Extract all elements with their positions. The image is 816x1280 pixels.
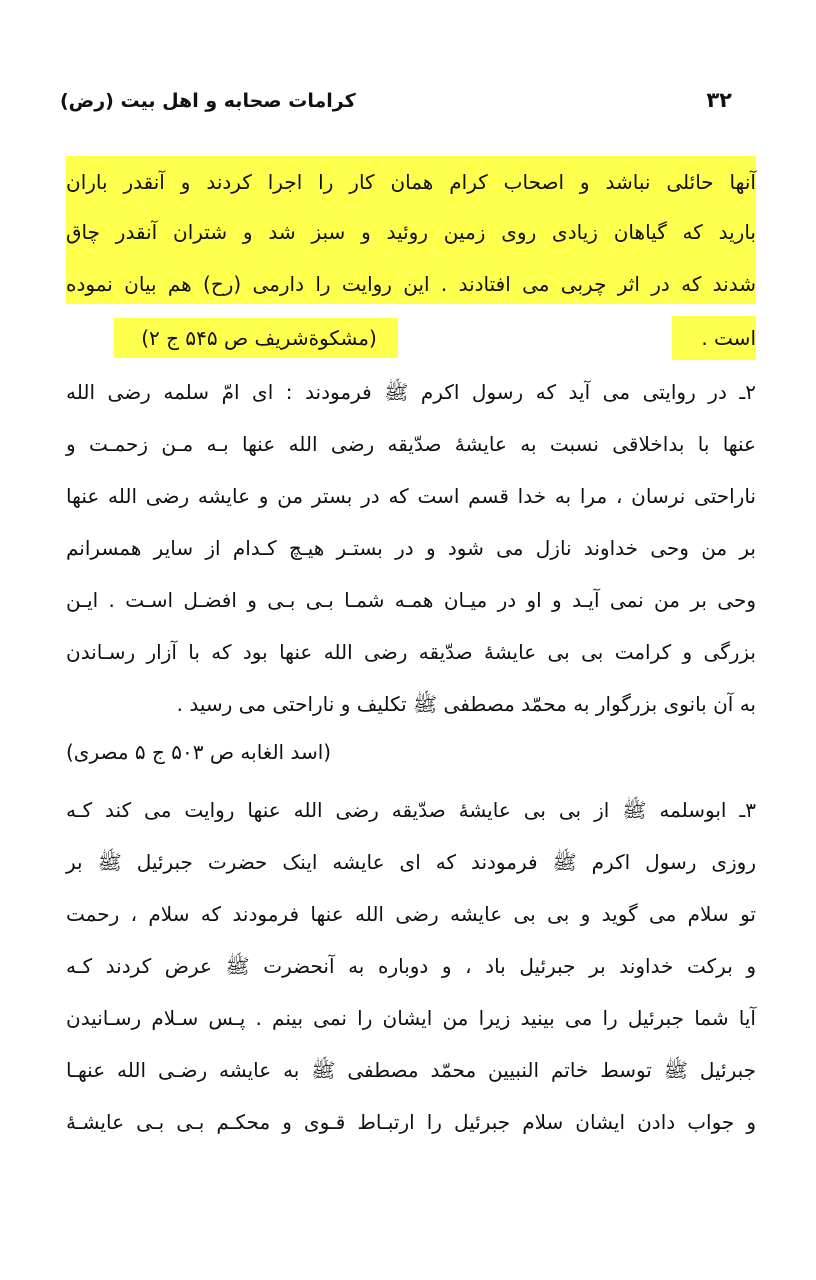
page-header xyxy=(60,88,756,128)
highlighted-line: بارید که گیاهان زیادی روی زمین روئید و سبز شد و شتران آنقدر چاق xyxy=(66,220,756,244)
paragraph-line: تو سلام می گوید و بی بی عایشه رضی الله عنها فرمودند که سلام ، رحمت xyxy=(66,902,756,926)
highlighted-line: آنها حائلی نباشد و اصحاب کرام همان کار را اجرا کردند و آنقدر باران xyxy=(66,170,756,194)
page-number: ۳۲ xyxy=(706,88,732,112)
source-reference: (مشکوةشریف ص ۵۴۵ ج ۲) xyxy=(141,326,377,350)
source-reference xyxy=(66,732,756,772)
paragraph-line: آیا شما جبرئیل را می بینید زیرا من ایشان را نمی بینم . پـس سـلام رسـانیدن xyxy=(66,1006,756,1030)
paragraph-line: ۲ـ در روایتی می آید که رسول اکرم ﷺ فرمودند : ای امّ سلمه رضی الله xyxy=(66,380,756,404)
paragraph-line: و برکت خداوند بر جبرئیل باد ، و دوباره به آنحضرت ﷺ عرض کردند کـه xyxy=(66,954,756,978)
paragraph-line: جبرئیل ﷺ توسط خاتم النبیین محمّد مصطفی ﷺ به عایشه رضـی الله عنهـا xyxy=(66,1058,756,1082)
paragraph-line: روزی رسول اکرم ﷺ فرمودند که ای عایشه اینک حضرت جبرئیل ﷺ بر xyxy=(66,850,756,874)
paragraph-line: بر من وحی خداوند نازل می شود و در بستـر هیـچ کـدام از سایر همسرانم xyxy=(66,536,756,560)
paragraph-line: ناراحتی نرسان ، مرا به خدا قسم است که در بستر من و عایشه رضی الله عنها xyxy=(66,484,756,508)
paragraph-line: عنها با بداخلاقی نسبت به عایشهٔ صدّیقه رضی الله عنها بـه مـن زحمـت و xyxy=(66,432,756,456)
running-title: کرامات صحابه و اهل بیت (رض) xyxy=(60,90,356,112)
highlighted-last-word: است . xyxy=(701,326,756,350)
highlighted-line: شدند که در اثر چربی می افتادند . این روایت را دارمی (رح) هم بیان نموده xyxy=(66,272,756,296)
paragraph-line: وحی بر من نمی آیـد و او در میـان همـه شمـا بـی بـی و افضـل اسـت . ایـن xyxy=(66,588,756,612)
paragraph-line: به آن بانوی بزرگوار به محمّد مصطفی ﷺ تکلیف و ناراحتی می رسید . xyxy=(176,692,756,716)
source-reference-text: (اسد الغابه ص ۵۰۳ ج ۵ مصری) xyxy=(66,740,332,764)
paragraph-line: بزرگی و کرامت بی بی عایشهٔ صدّیقه رضی الله عنها بود که با آزار رسـاندن xyxy=(66,640,756,664)
paragraph-line: و جواب دادن ایشان سلام جبرئیل را ارتبـاط قـوی و محکـم بـی بـی عایشـهٔ xyxy=(66,1110,756,1134)
paragraph-line: ۳ـ ابوسلمه ﷺ از بی بی عایشهٔ صدّیقه رضی الله عنها روایت می کند کـه xyxy=(66,798,756,822)
